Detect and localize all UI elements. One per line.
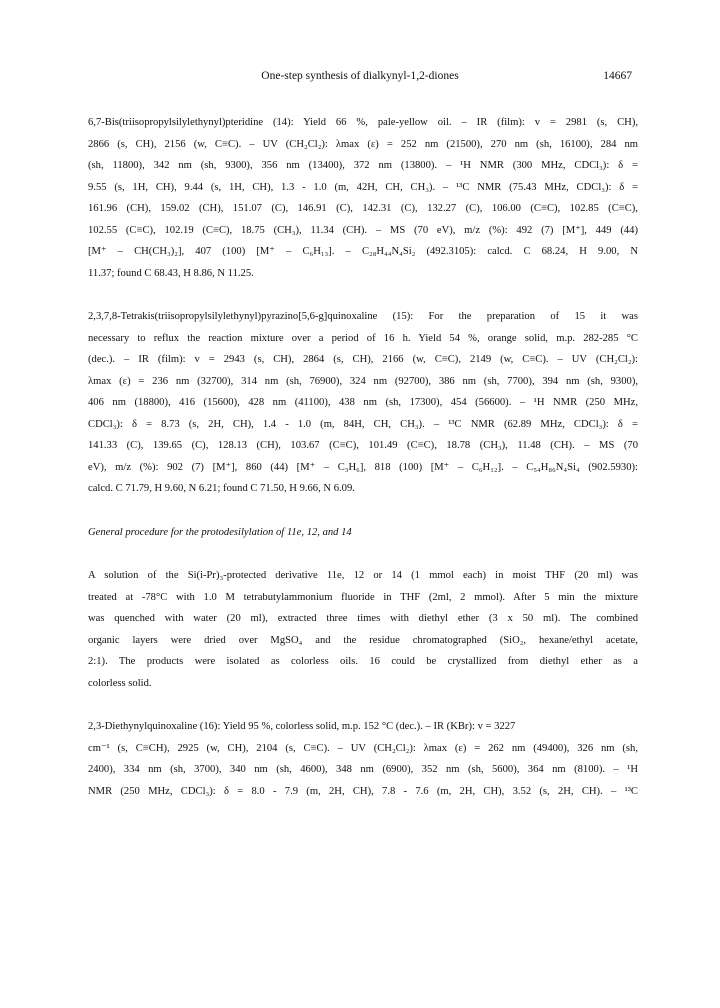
text-line: organic layers were dried over MgSO₄ and the residue chromatographed (SiO₂, hexane/ethyl acetate,: [88, 634, 638, 646]
text-line: 11.37; found C 68.43, H 8.86, N 11.25.: [88, 267, 254, 279]
running-head: [88, 70, 632, 88]
text-line: colorless solid.: [88, 677, 152, 689]
text-line: 2,3,7,8-Tetrakis(triisopropylsilylethynyl)pyrazino[5,6-g]quinoxaline (15): For the preparation of 15 it was: [88, 311, 638, 322]
text-line: cm⁻¹ (s, C≡CH), 2925 (w, CH), 2104 (s, C≡C). – UV (CH₂Cl₂): λmax (ε) = 262 nm (49400), 326 nm (sh,: [88, 742, 638, 754]
text-line: 102.55 (C≡C), 102.19 (C≡C), 18.75 (CH₃), 11.34 (CH). – MS (70 eV), m/z (%): 492 (7) [M⁺], 449 (44): [88, 224, 638, 236]
text-line: 6,7-Bis(triisopropylsilylethynyl)pteridine (14): Yield 66 %, pale-yellow oil. – IR (film): v = 2981 (s, CH),: [88, 117, 638, 128]
text-line: 141.33 (C), 139.65 (C), 128.13 (CH), 103.67 (C≡C), 101.49 (C≡C), 18.78 (CH₃), 11.48 (CH). – MS (70: [88, 440, 638, 451]
text-line: A solution of the Si(i-Pr)₃-protected derivative 11e, 12 or 14 (1 mmol each) in moist THF (20 ml) was: [88, 570, 638, 581]
compound-15-entry: [88, 306, 638, 500]
text-line: necessary to reflux the reaction mixture over a period of 16 h. Yield 54 %, orange solid, m.p. 282-285 °C: [88, 332, 638, 344]
text-line: 406 nm (18800), 416 (15600), 428 nm (41100), 438 nm (sh, 17300), 454 (56600). – ¹H NMR (250 MHz,: [88, 397, 638, 408]
text-line: treated at -78°C with 1.0 M tetrabutylammonium fluoride in THF (2ml, 2 mmol). After 5 min the mixture: [88, 591, 638, 603]
text-line: eV), m/z (%): 902 (7) [M⁺], 860 (44) [M⁺ – C₃H₆], 818 (100) [M⁺ – C₆H₁₂]. – C₅₄H₈₆N₄Si₄ (902.5930):: [88, 461, 638, 473]
text-line: calcd. C 71.79, H 9.60, N 6.21; found C 71.50, H 9.66, N 6.09.: [88, 483, 355, 494]
paragraph-gap: [88, 543, 638, 565]
text-line: 2400), 334 nm (sh, 3700), 340 nm (sh, 4600), 348 nm (6900), 352 nm (sh, 5600), 364 nm (8100). – ¹H: [88, 764, 638, 775]
general-procedure-heading: General procedure for the protodesilylation of 11e, 12, and 14: [88, 526, 352, 538]
text-line: (dec.). – IR (film): v = 2943 (s, CH), 2864 (s, CH), 2166 (w, C≡C), 2149 (w, C≡C). – UV (CH₂Cl₂):: [88, 354, 638, 365]
compound-14-entry: [88, 112, 638, 284]
compound-16-entry: [88, 716, 638, 802]
text-line: 161.96 (CH), 159.02 (CH), 151.07 (C), 146.91 (C), 142.31 (C), 132.27 (C), 106.00 (C≡C), 102.85 (C≡C),: [88, 203, 638, 214]
text-line: CDCl₃): δ = 8.73 (s, 2H, CH), 1.4 - 1.0 (m, 84H, CH, CH₃). – ¹³C NMR (62.89 MHz, CDCl₃): δ =: [88, 418, 638, 430]
article-body: [88, 112, 638, 802]
text-line: was quenched with water (20 ml), extracted three times with diethyl ether (3 x 50 ml). The combined: [88, 613, 638, 624]
running-title: One-step synthesis of dialkynyl-1,2-diones: [261, 70, 459, 82]
paragraph-gap: [88, 694, 638, 716]
general-procedure-text: [88, 565, 638, 694]
text-line: 2,3-Diethynylquinoxaline (16): Yield 95 %, colorless solid, m.p. 152 °C (dec.). – IR (KBr): v = 3227: [88, 721, 516, 732]
text-line: 2866 (s, CH), 2156 (w, C≡C). – UV (CH₂Cl₂): λmax (ε) = 252 nm (21500), 270 nm (sh, 16100), 284 nm: [88, 138, 638, 150]
paragraph-gap: [88, 284, 638, 306]
text-line: NMR (250 MHz, CDCl₃): δ = 8.0 - 7.9 (m, 2H, CH), 7.8 - 7.6 (m, 2H, CH), 3.52 (s, 2H, CH). – ¹³C: [88, 785, 638, 797]
paragraph-gap: [88, 500, 638, 522]
page-number: 14667: [603, 70, 632, 82]
text-line: 9.55 (s, 1H, CH), 9.44 (s, 1H, CH), 1.3 - 1.0 (m, 42H, CH, CH₃). – ¹³C NMR (75.43 MHz, CDCl₃): δ =: [88, 181, 638, 193]
text-line: 2:1). The products were isolated as colorless oils. 16 could be crystallized from diethyl ether as a: [88, 656, 638, 667]
text-line: (sh, 11800), 342 nm (sh, 9300), 356 nm (13400), 372 nm (13800). – ¹H NMR (300 MHz, CDCl₃): δ =: [88, 160, 638, 171]
text-line: λmax (ε) = 236 nm (32700), 314 nm (sh, 76900), 324 nm (92700), 386 nm (sh, 7700), 394 nm (sh, 9300),: [88, 375, 638, 387]
text-line: [M⁺ – CH(CH₃)₂], 407 (100) [M⁺ – C₆H₁₃]. – C₂₈H₄₄N₄Si₂ (492.3105): calcd. C 68.24, H 9.00, N: [88, 246, 638, 257]
